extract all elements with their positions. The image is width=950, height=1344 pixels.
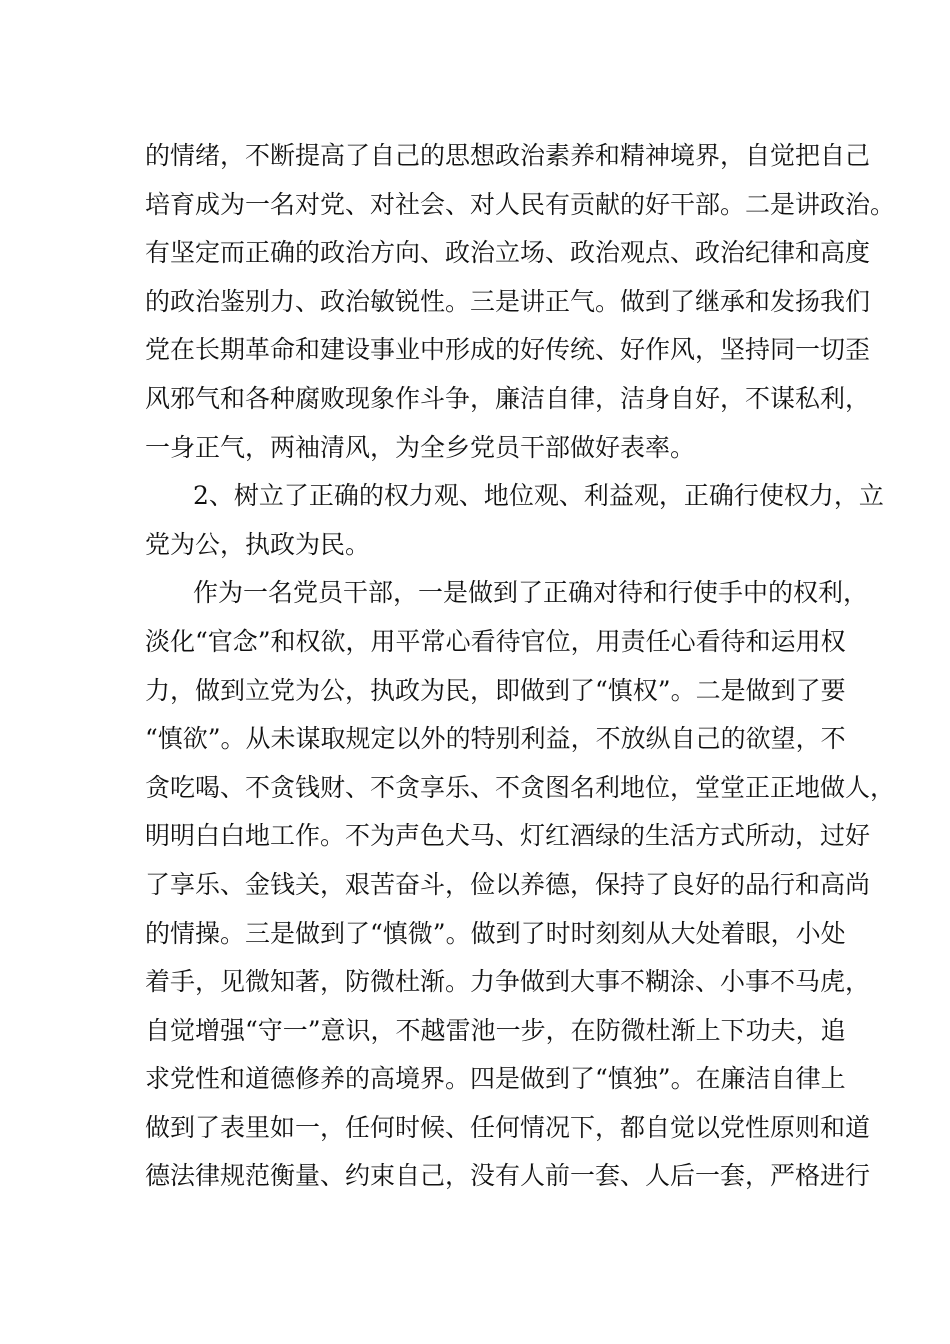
text-line: 一身正气，两袖清风，为全乡党员干部做好表率。 (145, 432, 696, 462)
text-line: 了享乐、金钱关，艰苦奋斗，俭以养德，保持了良好的品行和高尚 (145, 869, 871, 899)
text-line: 贪吃喝、不贪钱财、不贪享乐、不贪图名利地位，堂堂正正地做人， (145, 772, 896, 802)
text-line: 力，做到立党为公，执政为民，即做到了“慎权”。二是做到了要 (145, 675, 846, 705)
text-line: 风邪气和各种腐败现象作斗争，廉洁自律，洁身自好，不谋私利， (145, 383, 871, 413)
text-line: 的情操。三是做到了“慎微”。做到了时时刻刻从大处着眼，小处 (145, 918, 846, 948)
body-text (145, 132, 896, 1201)
text-line: 的情绪，不断提高了自己的思想政治素养和精神境界，自觉把自己 (145, 141, 871, 170)
text-line: 明明白白地工作。不为声色犬马、灯红酒绿的生活方式所动，过好 (145, 821, 871, 851)
text-line: 自觉增强“守一”意识，不越雷池一步，在防微杜渐上下功夫，追 (145, 1015, 846, 1045)
text-line: 着手，见微知著，防微杜渐。力争做到大事不糊涂、小事不马虎， (145, 967, 871, 997)
text-line: 德法律规范衡量、约束自己，没有人前一套、人后一套，严格进行 (145, 1161, 871, 1191)
text-line: 的政治鉴别力、政治敏锐性。三是讲正气。做到了继承和发扬我们 (145, 286, 871, 316)
text-line: 求党性和道德修养的高境界。四是做到了“慎独”。在廉洁自律上 (145, 1064, 846, 1094)
text-line: 培育成为一名对党、对社会、对人民有贡献的好干部。二是讲政治。 (145, 189, 896, 219)
text-line: 淡化“官念”和权欲，用平常心看待官位，用责任心看待和运用权 (145, 626, 846, 656)
text-line: 做到了表里如一，任何时候、任何情况下，都自觉以党性原则和道 (145, 1112, 871, 1142)
text-line: 党为公，执政为民。 (145, 529, 371, 559)
text-line: 党在长期革命和建设事业中形成的好传统、好作风，坚持同一切歪 (145, 335, 871, 365)
text-line: 作为一名党员干部，一是做到了正确对待和行使手中的权利， (193, 578, 869, 608)
text-line: 有坚定而正确的政治方向、政治立场、政治观点、政治纪律和高度 (145, 238, 871, 268)
text-line: 2、树立了正确的权力观、地位观、利益观，正确行使权力，立 (193, 481, 884, 511)
text-line: “慎欲”。从未谋取规定以外的特别利益，不放纵自己的欲望，不 (145, 724, 846, 754)
